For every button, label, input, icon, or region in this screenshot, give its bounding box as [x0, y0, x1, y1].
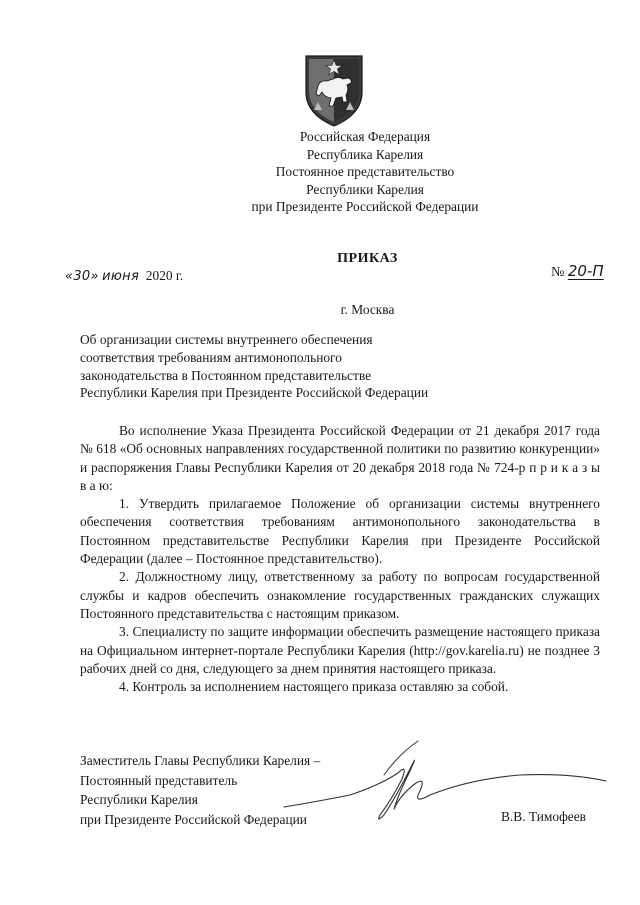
body-intro: Во исполнение Указа Президента Российской Федерации от 21 декабря 2017 года № 618 «Об основных направлениях государственной политики по развитию конкуренции» и распоряжения Главы Республики Карелия от 20 декабря 2018 года № 724-р п р и к а з ы в а ю: [80, 423, 600, 493]
signer-position-line: Республики Карелия [80, 792, 198, 808]
number-value: 20-П [567, 262, 604, 280]
document-city: г. Москва [340, 302, 395, 317]
body-item-2: 2. Должностному лицу, ответственному за работу по вопросам государственной службы и кадров обеспечить ознакомление государственных гражданских служащих Постоянного представительства с настоящим приказом. [80, 569, 600, 621]
header-line: Республика Карелия [306, 146, 424, 162]
header-line: Российская Федерация [299, 129, 431, 144]
body-item-3: 3. Специалисту по защите информации обеспечить размещение настоящего приказа на Официальном интернет-портале Республики Карелия (http://gov.karelia.ru) не позднее 3 рабочих дней со дня, следующего за днем принятия настоящего приказа. [80, 624, 600, 676]
subject-line: законодательства в Постоянном представительстве [80, 367, 372, 383]
subject-line: соответствия требованиям антимонопольного [80, 349, 342, 365]
subject-line: Об организации системы внутреннего обеспечения [80, 332, 373, 347]
header-line: Республики Карелия [306, 181, 424, 197]
body-item-1: 1. Утвердить прилагаемое Положение об организации системы внутреннего обеспечения соответствия требованиям антимонопольного законодательства в Постоянном представительстве Республики Карелия при Президенте Российской Федерации (далее – Постоянное представительство). [80, 496, 600, 567]
signer-name: В.В. Тимофеев [501, 809, 586, 824]
coat-of-arms-icon [300, 52, 368, 128]
date-month: июня [102, 269, 140, 284]
date-close-quote: » [90, 269, 99, 284]
document-number [551, 262, 604, 281]
header-line: Постоянное представительство [275, 164, 455, 179]
document-body [80, 422, 600, 696]
signer-position-line: Заместитель Главы Республики Карелия – [80, 753, 321, 768]
number-prefix: № [551, 265, 565, 280]
document-title: ПРИКАЗ [337, 251, 398, 266]
document-date [65, 268, 183, 284]
header-line: при Президенте Российской Федерации [251, 199, 479, 214]
signer-position-line: Постоянный представитель [80, 772, 238, 788]
document-subject [80, 331, 500, 402]
body-item-4: 4. Контроль за исполнением настоящего приказа оставляю за собой. [119, 679, 509, 695]
signer-position-line: при Президенте Российской Федерации [80, 811, 307, 827]
date-day: 30 [73, 269, 91, 284]
date-open-quote: « [65, 269, 74, 284]
subject-line: Республики Карелия при Президенте Российской Федерации [80, 385, 429, 401]
organization-header [0, 128, 640, 216]
date-year: 2020 г. [145, 268, 184, 283]
